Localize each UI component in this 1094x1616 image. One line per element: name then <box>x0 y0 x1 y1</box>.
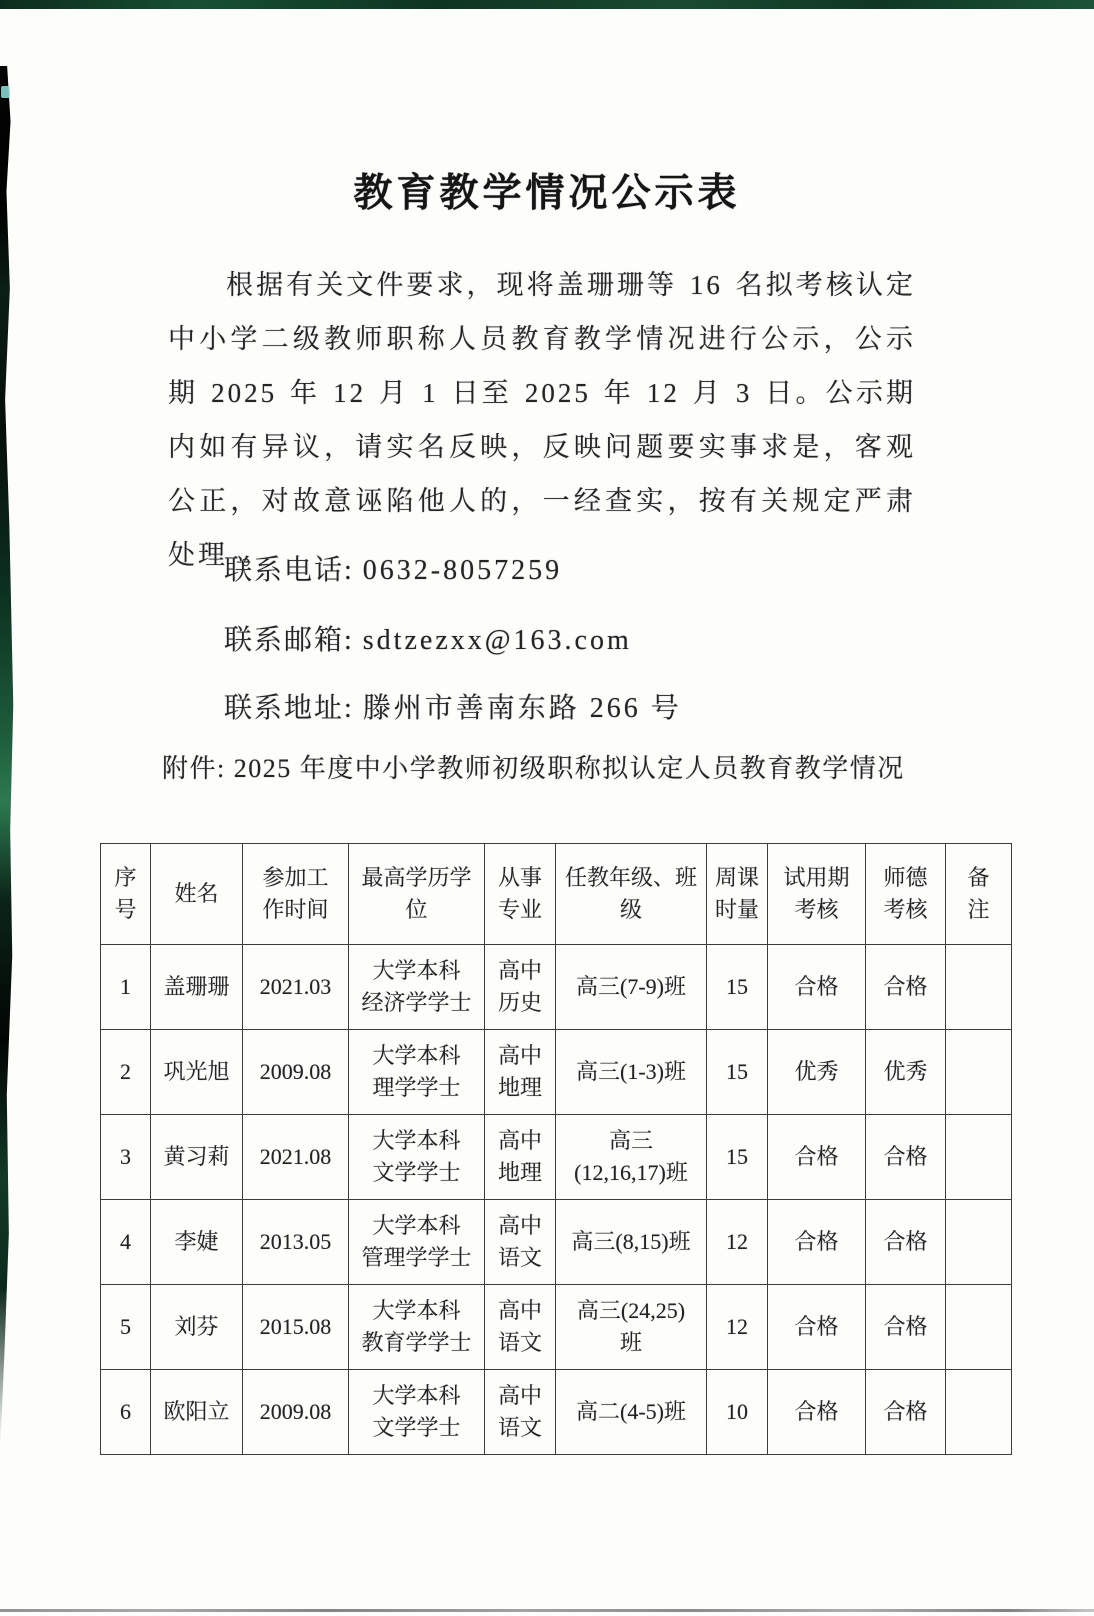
cell-probation-review: 合格 <box>768 1285 866 1370</box>
scan-left-edge-artifact <box>0 66 17 1456</box>
cell-remark <box>946 1030 1012 1115</box>
cell-serial: 2 <box>101 1030 151 1115</box>
cell-name: 盖珊珊 <box>151 945 243 1030</box>
cell-start-date: 2009.08 <box>243 1370 349 1455</box>
table-row <box>101 1370 1012 1455</box>
header-probation-review: 试用期 考核 <box>768 844 866 945</box>
cell-subject: 高中 地理 <box>485 1030 556 1115</box>
table-row <box>101 1285 1012 1370</box>
cell-classes: 高三(24,25) 班 <box>556 1285 707 1370</box>
header-name: 姓名 <box>151 844 243 945</box>
header-remarks: 备 注 <box>946 844 1012 945</box>
cell-subject: 高中 语文 <box>485 1285 556 1370</box>
cell-start-date: 2015.08 <box>243 1285 349 1370</box>
cell-probation-review: 合格 <box>768 1200 866 1285</box>
cell-start-date: 2013.05 <box>243 1200 349 1285</box>
scan-top-edge-artifact <box>0 0 1094 9</box>
cell-ethics-review: 合格 <box>866 1370 946 1455</box>
contact-address-label: 联系地址: <box>224 693 363 724</box>
cell-ethics-review: 合格 <box>866 1285 946 1370</box>
cell-ethics-review: 优秀 <box>866 1030 946 1115</box>
contact-phone-value: 0632-8057259 <box>362 555 563 586</box>
contact-email-label: 联系邮箱: <box>224 625 363 656</box>
cell-subject: 高中 语文 <box>485 1200 556 1285</box>
cell-start-date: 2021.08 <box>243 1115 349 1200</box>
cell-remark <box>946 1200 1012 1285</box>
header-grade-classes: 任教年级、班 级 <box>556 844 707 945</box>
cell-probation-review: 合格 <box>768 945 866 1030</box>
contact-address-value: 滕州市善南东路 266 号 <box>362 693 682 724</box>
contact-email-row <box>224 618 632 658</box>
cell-classes: 高三 (12,16,17)班 <box>556 1115 707 1200</box>
cell-serial: 1 <box>101 945 151 1030</box>
cell-weekly-hours: 15 <box>707 1115 768 1200</box>
cell-ethics-review: 合格 <box>866 1200 946 1285</box>
scan-left-speck-artifact <box>1 86 10 98</box>
cell-serial: 6 <box>101 1370 151 1455</box>
cell-classes: 高三(8,15)班 <box>556 1200 707 1285</box>
table-row <box>101 1115 1012 1200</box>
header-work-start-date: 参加工 作时间 <box>243 844 349 945</box>
table-row <box>101 1200 1012 1285</box>
cell-name: 刘芬 <box>151 1285 243 1370</box>
contact-address-row <box>224 686 682 726</box>
cell-serial: 3 <box>101 1115 151 1200</box>
cell-classes: 高三(7-9)班 <box>556 945 707 1030</box>
cell-weekly-hours: 15 <box>707 945 768 1030</box>
cell-ethics-review: 合格 <box>866 1115 946 1200</box>
cell-weekly-hours: 10 <box>707 1370 768 1455</box>
cell-remark <box>946 945 1012 1030</box>
header-ethics-review: 师德 考核 <box>866 844 946 945</box>
notice-paragraph: 根据有关文件要求，现将盖珊珊等 16 名拟考核认定中小学二级教师职称人员教育教学情况进行公示，公示期 2025 年 12 月 1 日至 2025 年 12 月 3 日。公示期内如有异议，请实名反映，反映问题要实事求是，客观公正，对故意诬陷他人的，一经查实，按有关规定严肃处理 。 <box>168 270 916 570</box>
contact-phone-row <box>224 548 562 588</box>
cell-start-date: 2021.03 <box>243 945 349 1030</box>
cell-name: 巩光旭 <box>151 1030 243 1115</box>
header-serial-number: 序 号 <box>101 844 151 945</box>
cell-weekly-hours: 15 <box>707 1030 768 1115</box>
contact-phone-label: 联系电话: <box>224 555 363 586</box>
cell-degree: 大学本科 管理学学士 <box>349 1200 485 1285</box>
cell-remark <box>946 1370 1012 1455</box>
cell-subject: 高中 地理 <box>485 1115 556 1200</box>
cell-remark <box>946 1285 1012 1370</box>
cell-name: 李婕 <box>151 1200 243 1285</box>
cell-degree: 大学本科 文学学士 <box>349 1370 485 1455</box>
table-row <box>101 1030 1012 1115</box>
scan-bottom-edge-artifact <box>0 1609 1094 1612</box>
cell-degree: 大学本科 文学学士 <box>349 1115 485 1200</box>
attachment-line: 附件: 2025 年度中小学教师初级职称拟认定人员教育教学情况 <box>162 754 905 783</box>
cell-degree: 大学本科 理学学士 <box>349 1030 485 1115</box>
cell-classes: 高二(4-5)班 <box>556 1370 707 1455</box>
cell-probation-review: 合格 <box>768 1115 866 1200</box>
cell-name: 欧阳立 <box>151 1370 243 1455</box>
header-subject: 从事 专业 <box>485 844 556 945</box>
cell-probation-review: 优秀 <box>768 1030 866 1115</box>
cell-degree: 大学本科 经济学学士 <box>349 945 485 1030</box>
contact-email-value: sdtzezxx@163.com <box>362 625 632 656</box>
header-highest-degree: 最高学历学 位 <box>349 844 485 945</box>
cell-serial: 5 <box>101 1285 151 1370</box>
cell-classes: 高三(1-3)班 <box>556 1030 707 1115</box>
cell-weekly-hours: 12 <box>707 1285 768 1370</box>
cell-ethics-review: 合格 <box>866 945 946 1030</box>
cell-weekly-hours: 12 <box>707 1200 768 1285</box>
cell-subject: 高中 语文 <box>485 1370 556 1455</box>
cell-degree: 大学本科 教育学学士 <box>349 1285 485 1370</box>
cell-name: 黄习莉 <box>151 1115 243 1200</box>
cell-remark <box>946 1115 1012 1200</box>
cell-subject: 高中 历史 <box>485 945 556 1030</box>
table-row <box>101 945 1012 1030</box>
table-header-row <box>101 844 1012 945</box>
header-weekly-hours: 周课 时量 <box>707 844 768 945</box>
document-title: 教育教学情况公示表 <box>353 172 741 215</box>
cell-serial: 4 <box>101 1200 151 1285</box>
teacher-roster-table <box>100 843 1012 1455</box>
cell-probation-review: 合格 <box>768 1370 866 1455</box>
cell-start-date: 2009.08 <box>243 1030 349 1115</box>
